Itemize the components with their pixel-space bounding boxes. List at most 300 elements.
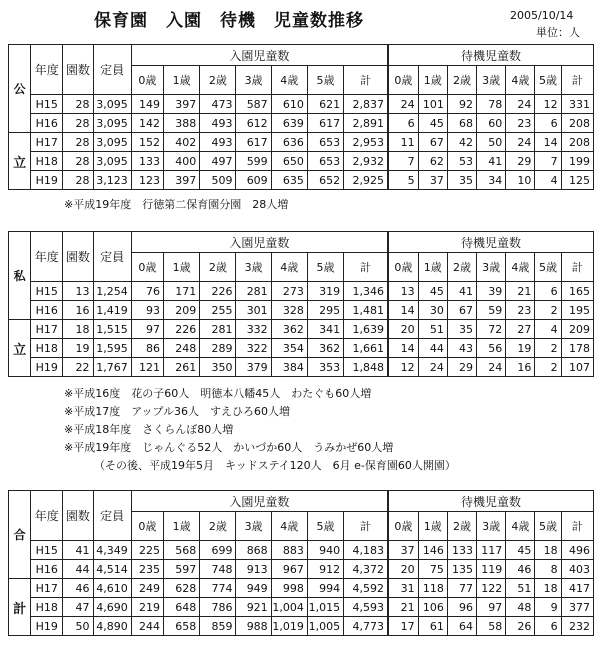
waiting-cell: 92: [447, 95, 476, 114]
year-cell: H19: [31, 171, 63, 190]
waiting-cell: 195: [561, 301, 593, 320]
waiting-age-header: 4歳: [506, 253, 535, 282]
enrolled-age-header: 4歳: [271, 66, 307, 95]
waiting-cell: 37: [388, 541, 418, 560]
enrolled-cell: 617: [307, 114, 343, 133]
enrolled-cell: 597: [163, 560, 199, 579]
enrolled-cell: 653: [307, 133, 343, 152]
capacity-cell: 4,690: [93, 598, 131, 617]
waiting-cell: 14: [535, 133, 561, 152]
enrolled-age-header: 0歳: [131, 512, 163, 541]
enrolled-cell: 4,592: [344, 579, 388, 598]
table-row: [9, 358, 594, 377]
year-cell: H17: [31, 579, 63, 598]
waiting-cell: 209: [561, 320, 593, 339]
waiting-cell: 48: [506, 598, 535, 617]
waiting-cell: 24: [477, 358, 506, 377]
waiting-cell: 42: [447, 133, 476, 152]
waiting-cell: 97: [477, 598, 506, 617]
enrolled-cell: 912: [307, 560, 343, 579]
waiting-age-header: 1歳: [418, 66, 447, 95]
waiting-cell: 45: [418, 282, 447, 301]
waiting-cell: 39: [477, 282, 506, 301]
section-side-label: 合: [9, 491, 31, 579]
year-cell: H15: [31, 282, 63, 301]
enrolled-cell: 635: [271, 171, 307, 190]
waiting-cell: 29: [506, 152, 535, 171]
capacity-cell: 4,890: [93, 617, 131, 636]
waiting-cell: 133: [447, 541, 476, 560]
enrolled-cell: 133: [131, 152, 163, 171]
enrolled-cell: 332: [236, 320, 271, 339]
enrolled-cell: 362: [307, 339, 343, 358]
waiting-cell: 417: [561, 579, 593, 598]
enrolled-age-header: 3歳: [236, 66, 271, 95]
waiting-age-header: 4歳: [506, 66, 535, 95]
note-line-extra: （その後、平成19年5月 キッドステイ120人 6月 e-保育園60人開園）: [94, 459, 456, 472]
year-cell: H16: [31, 301, 63, 320]
waiting-cell: 26: [506, 617, 535, 636]
waiting-cell: 19: [506, 339, 535, 358]
enrolled-cell: 2,891: [344, 114, 388, 133]
enrolled-cell: 650: [271, 152, 307, 171]
facility-count-cell: 13: [63, 282, 93, 301]
enrolled-cell: 786: [200, 598, 236, 617]
section-side-label: 公: [9, 45, 31, 133]
enrolled-cell: 388: [163, 114, 199, 133]
waiting-cell: 6: [535, 114, 561, 133]
waiting-cell: 37: [418, 171, 447, 190]
waiting-cell: 403: [561, 560, 593, 579]
facility-count-cell: 16: [63, 301, 93, 320]
enrolled-age-header: 5歳: [307, 512, 343, 541]
waiting-cell: 4: [535, 171, 561, 190]
table-row: [9, 114, 594, 133]
enrolled-cell: 93: [131, 301, 163, 320]
waiting-cell: 208: [561, 133, 593, 152]
section-side-label: 立: [9, 133, 31, 190]
waiting-age-header: 2歳: [447, 66, 476, 95]
enrolled-cell: 4,372: [344, 560, 388, 579]
waiting-age-header: 0歳: [388, 512, 418, 541]
waiting-cell: 9: [535, 598, 561, 617]
note-line: ※平成18年度 さくらんぼ80人増: [64, 423, 234, 436]
enrolled-cell: 699: [200, 541, 236, 560]
enrolled-age-header: 3歳: [236, 253, 271, 282]
waiting-cell: 43: [447, 339, 476, 358]
waiting-cell: 107: [561, 358, 593, 377]
enrolled-age-header: 4歳: [271, 512, 307, 541]
enrolled-cell: 988: [236, 617, 271, 636]
waiting-cell: 18: [535, 579, 561, 598]
waiting-cell: 17: [388, 617, 418, 636]
waiting-group-header: 待機児童数: [388, 45, 594, 66]
waiting-cell: 24: [506, 95, 535, 114]
waiting-cell: 118: [418, 579, 447, 598]
enrolled-cell: 967: [271, 560, 307, 579]
waiting-cell: 30: [418, 301, 447, 320]
facility-count-header: 園数: [63, 45, 93, 95]
capacity-cell: 1,767: [93, 358, 131, 377]
table-row: [9, 171, 594, 190]
year-cell: H18: [31, 339, 63, 358]
enrolled-cell: 353: [307, 358, 343, 377]
group-header-row: [9, 491, 594, 512]
waiting-cell: 18: [535, 541, 561, 560]
waiting-cell: 21: [388, 598, 418, 617]
enrolled-cell: 86: [131, 339, 163, 358]
waiting-cell: 61: [418, 617, 447, 636]
waiting-cell: 56: [477, 339, 506, 358]
enrolled-cell: 859: [200, 617, 236, 636]
year-cell: H19: [31, 358, 63, 377]
waiting-age-header: 0歳: [388, 66, 418, 95]
capacity-cell: 1,515: [93, 320, 131, 339]
enrolled-cell: 612: [236, 114, 271, 133]
enrolled-cell: 1,481: [344, 301, 388, 320]
enrolled-cell: 226: [200, 282, 236, 301]
enrolled-age-header: 2歳: [200, 253, 236, 282]
waiting-cell: 135: [447, 560, 476, 579]
waiting-cell: 59: [477, 301, 506, 320]
year-header: 年度: [31, 491, 63, 541]
enrolled-cell: 868: [236, 541, 271, 560]
enrolled-cell: 328: [271, 301, 307, 320]
waiting-cell: 23: [506, 301, 535, 320]
table-row: [9, 617, 594, 636]
year-cell: H19: [31, 617, 63, 636]
waiting-cell: 4: [535, 320, 561, 339]
enrolled-cell: 493: [200, 133, 236, 152]
table-row: [9, 541, 594, 560]
enrolled-group-header: 入園児童数: [131, 45, 388, 66]
waiting-cell: 377: [561, 598, 593, 617]
waiting-cell: 21: [506, 282, 535, 301]
enrolled-cell: 397: [163, 95, 199, 114]
enrolled-cell: 1,848: [344, 358, 388, 377]
waiting-cell: 12: [535, 95, 561, 114]
capacity-header: 定員: [93, 232, 131, 282]
enrolled-cell: 639: [271, 114, 307, 133]
enrolled-cell: 281: [200, 320, 236, 339]
enrolled-cell: 219: [131, 598, 163, 617]
table-row: [9, 152, 594, 171]
waiting-cell: 24: [506, 133, 535, 152]
enrolled-age-header: 1歳: [163, 253, 199, 282]
waiting-age-header: 1歳: [418, 512, 447, 541]
year-cell: H18: [31, 152, 63, 171]
enrolled-cell: 998: [271, 579, 307, 598]
waiting-cell: 8: [535, 560, 561, 579]
capacity-cell: 1,254: [93, 282, 131, 301]
section-table: [8, 231, 594, 377]
waiting-cell: 20: [388, 320, 418, 339]
enrolled-cell: 319: [307, 282, 343, 301]
waiting-cell: 12: [388, 358, 418, 377]
enrolled-cell: 289: [200, 339, 236, 358]
waiting-cell: 331: [561, 95, 593, 114]
section-notes: [64, 196, 288, 214]
capacity-cell: 4,610: [93, 579, 131, 598]
facility-count-cell: 28: [63, 133, 93, 152]
waiting-cell: 146: [418, 541, 447, 560]
enrolled-cell: 248: [163, 339, 199, 358]
enrolled-cell: 4,593: [344, 598, 388, 617]
enrolled-cell: 244: [131, 617, 163, 636]
enrolled-cell: 235: [131, 560, 163, 579]
enrolled-cell: 774: [200, 579, 236, 598]
enrolled-cell: 76: [131, 282, 163, 301]
enrolled-group-header: 入園児童数: [131, 491, 388, 512]
table-row: [9, 95, 594, 114]
table-row: [9, 301, 594, 320]
waiting-cell: 68: [447, 114, 476, 133]
waiting-cell: 125: [561, 171, 593, 190]
enrolled-cell: 1,346: [344, 282, 388, 301]
enrolled-cell: 121: [131, 358, 163, 377]
enrolled-age-header: 1歳: [163, 512, 199, 541]
waiting-cell: 35: [447, 171, 476, 190]
facility-count-cell: 18: [63, 320, 93, 339]
waiting-age-header: 2歳: [447, 253, 476, 282]
capacity-cell: 3,095: [93, 152, 131, 171]
waiting-cell: 7: [535, 152, 561, 171]
waiting-cell: 16: [506, 358, 535, 377]
facility-count-cell: 28: [63, 114, 93, 133]
table-row: [9, 598, 594, 617]
facility-count-cell: 28: [63, 152, 93, 171]
enrolled-cell: 883: [271, 541, 307, 560]
waiting-age-header: 計: [561, 512, 593, 541]
waiting-age-header: 5歳: [535, 66, 561, 95]
enrolled-cell: 341: [307, 320, 343, 339]
facility-count-cell: 28: [63, 171, 93, 190]
waiting-cell: 199: [561, 152, 593, 171]
enrolled-cell: 652: [307, 171, 343, 190]
waiting-cell: 67: [418, 133, 447, 152]
enrolled-cell: 2,837: [344, 95, 388, 114]
enrolled-cell: 653: [307, 152, 343, 171]
enrolled-cell: 658: [163, 617, 199, 636]
waiting-cell: 7: [388, 152, 418, 171]
waiting-cell: 96: [447, 598, 476, 617]
capacity-cell: 3,095: [93, 114, 131, 133]
enrolled-cell: 568: [163, 541, 199, 560]
year-cell: H17: [31, 133, 63, 152]
waiting-cell: 10: [506, 171, 535, 190]
year-cell: H16: [31, 114, 63, 133]
enrolled-cell: 1,661: [344, 339, 388, 358]
waiting-cell: 165: [561, 282, 593, 301]
year-cell: H15: [31, 95, 63, 114]
waiting-cell: 13: [388, 282, 418, 301]
enrolled-cell: 617: [236, 133, 271, 152]
enrolled-age-header: 計: [344, 66, 388, 95]
enrolled-cell: 1,004: [271, 598, 307, 617]
waiting-cell: 14: [388, 339, 418, 358]
enrolled-cell: 1,015: [307, 598, 343, 617]
enrolled-cell: 402: [163, 133, 199, 152]
capacity-header: 定員: [93, 491, 131, 541]
table-row: [9, 579, 594, 598]
waiting-cell: 6: [388, 114, 418, 133]
waiting-age-header: 1歳: [418, 253, 447, 282]
capacity-cell: 4,349: [93, 541, 131, 560]
enrolled-age-header: 2歳: [200, 512, 236, 541]
enrolled-age-header: 1歳: [163, 66, 199, 95]
waiting-cell: 31: [388, 579, 418, 598]
enrolled-cell: 209: [163, 301, 199, 320]
capacity-cell: 3,123: [93, 171, 131, 190]
enrolled-age-header: 2歳: [200, 66, 236, 95]
enrolled-cell: 610: [271, 95, 307, 114]
facility-count-cell: 44: [63, 560, 93, 579]
waiting-cell: 5: [388, 171, 418, 190]
facility-count-cell: 47: [63, 598, 93, 617]
waiting-cell: 64: [447, 617, 476, 636]
section-table: [8, 44, 594, 190]
enrolled-cell: 913: [236, 560, 271, 579]
section-side-label: 私: [9, 232, 31, 320]
enrolled-cell: 628: [163, 579, 199, 598]
facility-count-cell: 28: [63, 95, 93, 114]
enrolled-age-header: 0歳: [131, 253, 163, 282]
section-side-label: 立: [9, 320, 31, 377]
year-cell: H16: [31, 560, 63, 579]
enrolled-cell: 295: [307, 301, 343, 320]
waiting-cell: 34: [477, 171, 506, 190]
waiting-cell: 58: [477, 617, 506, 636]
enrolled-cell: 142: [131, 114, 163, 133]
section-notes: [64, 385, 456, 475]
enrolled-cell: 362: [271, 320, 307, 339]
waiting-age-header: 5歳: [535, 253, 561, 282]
enrolled-cell: 940: [307, 541, 343, 560]
enrolled-cell: 397: [163, 171, 199, 190]
waiting-cell: 6: [535, 282, 561, 301]
capacity-header: 定員: [93, 45, 131, 95]
enrolled-cell: 1,019: [271, 617, 307, 636]
facility-count-cell: 19: [63, 339, 93, 358]
year-cell: H18: [31, 598, 63, 617]
year-header: 年度: [31, 45, 63, 95]
waiting-age-header: 3歳: [477, 512, 506, 541]
enrolled-cell: 226: [163, 320, 199, 339]
enrolled-cell: 609: [236, 171, 271, 190]
enrolled-cell: 384: [271, 358, 307, 377]
waiting-cell: 20: [388, 560, 418, 579]
waiting-cell: 101: [418, 95, 447, 114]
waiting-cell: 78: [477, 95, 506, 114]
enrolled-cell: 249: [131, 579, 163, 598]
enrolled-cell: 152: [131, 133, 163, 152]
facility-count-header: 園数: [63, 491, 93, 541]
waiting-age-header: 3歳: [477, 253, 506, 282]
group-header-row: [9, 45, 594, 66]
enrolled-cell: 497: [200, 152, 236, 171]
waiting-cell: 208: [561, 114, 593, 133]
capacity-cell: 3,095: [93, 133, 131, 152]
enrolled-cell: 2,925: [344, 171, 388, 190]
note-line: ※平成19年度 行徳第二保育園分園 28人増: [64, 198, 289, 211]
year-cell: H15: [31, 541, 63, 560]
waiting-cell: 72: [477, 320, 506, 339]
note-line: ※平成16度 花の子60人 明徳本八幡45人 わたぐも60人増: [64, 387, 372, 400]
waiting-cell: 51: [418, 320, 447, 339]
year-header: 年度: [31, 232, 63, 282]
note-line: ※平成19年度 じゃんぐる52人 かいづか60人 うみかぜ60人増: [64, 441, 394, 454]
waiting-cell: 62: [418, 152, 447, 171]
facility-count-cell: 22: [63, 358, 93, 377]
section-side-label: 計: [9, 579, 31, 636]
waiting-group-header: 待機児童数: [388, 491, 594, 512]
waiting-age-header: 計: [561, 253, 593, 282]
enrolled-age-header: 0歳: [131, 66, 163, 95]
enrolled-cell: 949: [236, 579, 271, 598]
group-header-row: [9, 232, 594, 253]
enrolled-cell: 748: [200, 560, 236, 579]
waiting-cell: 2: [535, 301, 561, 320]
waiting-cell: 117: [477, 541, 506, 560]
enrolled-age-header: 4歳: [271, 253, 307, 282]
waiting-cell: 2: [535, 358, 561, 377]
waiting-group-header: 待機児童数: [388, 232, 594, 253]
waiting-cell: 27: [506, 320, 535, 339]
capacity-cell: 3,095: [93, 95, 131, 114]
waiting-cell: 23: [506, 114, 535, 133]
enrolled-cell: 4,773: [344, 617, 388, 636]
waiting-age-header: 5歳: [535, 512, 561, 541]
enrolled-cell: 1,639: [344, 320, 388, 339]
waiting-cell: 77: [447, 579, 476, 598]
enrolled-cell: 354: [271, 339, 307, 358]
facility-count-cell: 50: [63, 617, 93, 636]
enrolled-cell: 994: [307, 579, 343, 598]
enrolled-cell: 225: [131, 541, 163, 560]
table-row: [9, 339, 594, 358]
table-row: [9, 133, 594, 152]
section-table: [8, 490, 594, 636]
enrolled-cell: 1,005: [307, 617, 343, 636]
enrolled-cell: 599: [236, 152, 271, 171]
waiting-cell: 496: [561, 541, 593, 560]
waiting-cell: 41: [477, 152, 506, 171]
enrolled-age-header: 5歳: [307, 66, 343, 95]
enrolled-cell: 261: [163, 358, 199, 377]
enrolled-cell: 379: [236, 358, 271, 377]
table-row: [9, 282, 594, 301]
enrolled-cell: 97: [131, 320, 163, 339]
waiting-cell: 46: [506, 560, 535, 579]
waiting-cell: 67: [447, 301, 476, 320]
enrolled-cell: 473: [200, 95, 236, 114]
enrolled-cell: 350: [200, 358, 236, 377]
enrolled-cell: 255: [200, 301, 236, 320]
waiting-age-header: 計: [561, 66, 593, 95]
note-line: ※平成17度 アップル36人 すえひろ60人増: [64, 405, 290, 418]
waiting-cell: 75: [418, 560, 447, 579]
waiting-age-header: 2歳: [447, 512, 476, 541]
enrolled-age-header: 3歳: [236, 512, 271, 541]
waiting-cell: 24: [388, 95, 418, 114]
table-row: [9, 320, 594, 339]
facility-count-header: 園数: [63, 232, 93, 282]
waiting-cell: 232: [561, 617, 593, 636]
waiting-cell: 24: [418, 358, 447, 377]
page-title: 保育園 入園 待機 児童数推移: [94, 11, 364, 31]
waiting-age-header: 0歳: [388, 253, 418, 282]
enrolled-cell: 2,932: [344, 152, 388, 171]
